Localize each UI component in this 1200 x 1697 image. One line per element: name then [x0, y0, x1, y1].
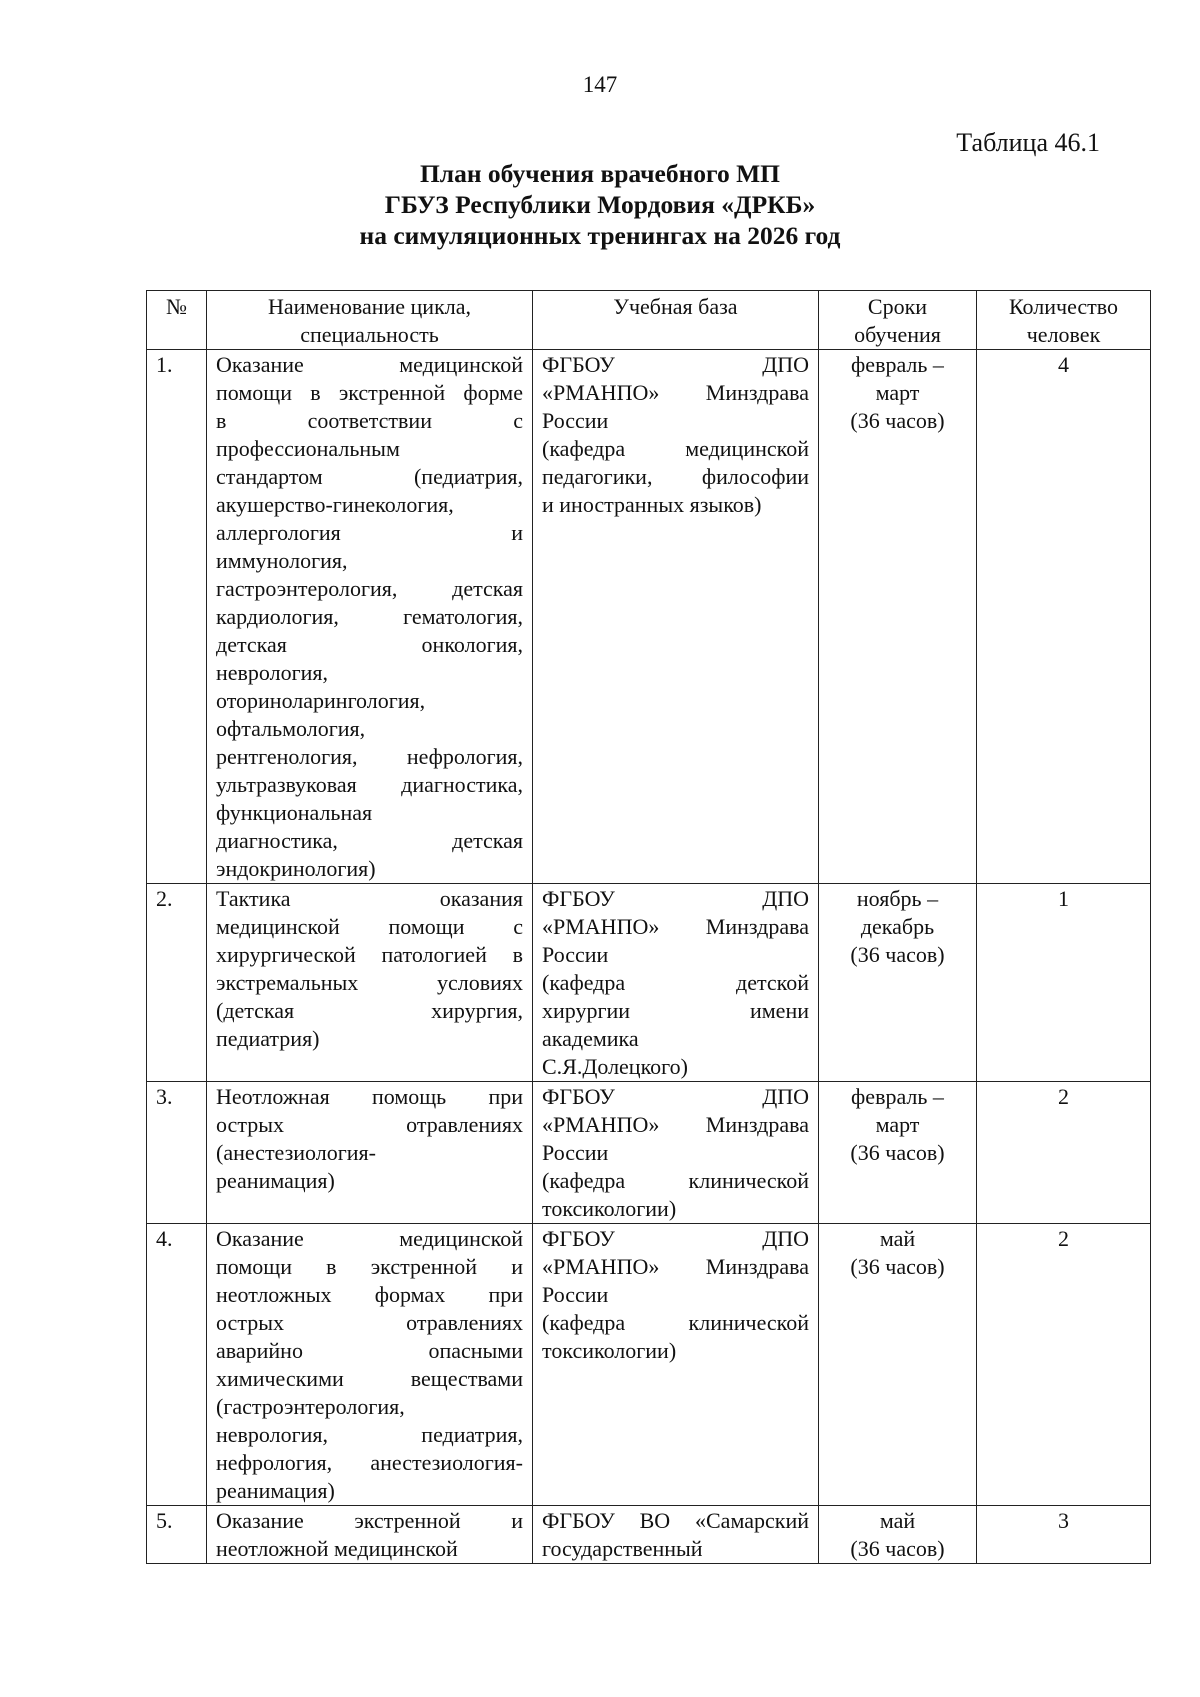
training-plan-table	[146, 290, 1151, 1564]
training-base-line: России	[542, 1282, 609, 1307]
training-base-line: академика	[542, 1026, 639, 1051]
cycle-name-line: острых отравлениях	[216, 1112, 523, 1137]
cycle-name-line: функциональная	[216, 800, 373, 825]
period-line: (36 часов)	[850, 942, 945, 967]
period-line: (36 часов)	[850, 1254, 945, 1279]
training-base-line: «РМАНПО» Минздрава	[542, 914, 809, 939]
period-line: (36 часов)	[850, 1536, 945, 1561]
training-base-line: «РМАНПО» Минздрава	[542, 1112, 809, 1137]
cycle-name-line: Оказание медицинской	[216, 352, 523, 377]
cycle-name-line: акушерство-гинекология,	[216, 492, 454, 517]
training-base-cell	[533, 1224, 819, 1506]
training-base-line: (кафедра детской	[542, 970, 809, 995]
cycle-name-line: Оказание медицинской	[216, 1226, 523, 1251]
training-base-line: «РМАНПО» Минздрава	[542, 1254, 809, 1279]
table-row	[147, 1082, 1151, 1224]
cycle-name-line: неотложных формах при	[216, 1282, 523, 1307]
training-base-line: токсикологии)	[542, 1196, 677, 1221]
training-base-line: педагогики, философии	[542, 464, 809, 489]
cycle-name-cell	[207, 1082, 533, 1224]
period-line: ноябрь –	[856, 886, 939, 911]
row-number: 5.	[147, 1506, 207, 1564]
training-base-line: хирургии имени	[542, 998, 809, 1023]
row-number: 1.	[147, 350, 207, 884]
cycle-name-cell	[207, 1224, 533, 1506]
header-number: №	[147, 291, 207, 350]
training-base-line: С.Я.Долецкого)	[542, 1054, 688, 1079]
row-number: 3.	[147, 1082, 207, 1224]
header-count	[977, 291, 1151, 350]
cycle-name-line: офтальмология,	[216, 716, 366, 741]
header-training-base: Учебная база	[533, 291, 819, 350]
table-row	[147, 1506, 1151, 1564]
cycle-name-line: хирургической патологией в	[216, 942, 523, 967]
cycle-name-line: ультразвуковая диагностика,	[216, 772, 523, 797]
training-base-line: (кафедра клинической	[542, 1168, 809, 1193]
title-line: на симуляционных тренингах на 2026 год	[359, 221, 841, 250]
header-line: Сроки	[867, 294, 928, 319]
period-line: декабрь	[860, 914, 935, 939]
cycle-name-line: помощи в экстренной и	[216, 1254, 523, 1279]
cycle-name-line: острых отравлениях	[216, 1310, 523, 1335]
period-cell	[819, 884, 977, 1082]
training-base-cell	[533, 1506, 819, 1564]
training-base-line: ФГБОУ ДПО	[542, 886, 809, 911]
training-base-line: России	[542, 942, 609, 967]
header-line: человек	[1026, 322, 1101, 347]
training-base-line: «РМАНПО» Минздрава	[542, 380, 809, 405]
training-base-line: России	[542, 1140, 609, 1165]
cycle-name-line: Тактика оказания	[216, 886, 523, 911]
table-row	[147, 1224, 1151, 1506]
cycle-name-line: в соответствии с	[216, 408, 523, 433]
period-line: (36 часов)	[850, 1140, 945, 1165]
training-base-cell	[533, 884, 819, 1082]
row-number: 4.	[147, 1224, 207, 1506]
period-line: февраль –	[851, 1084, 944, 1109]
cycle-name-line: педиатрия)	[216, 1026, 320, 1051]
cycle-name-line: нефрология, анестезиология-	[216, 1450, 523, 1475]
training-base-cell	[533, 350, 819, 884]
cycle-name-line: эндокринология)	[216, 856, 376, 881]
cycle-name-line: оториноларингология,	[216, 688, 426, 713]
period-cell	[819, 1224, 977, 1506]
cycle-name-cell	[207, 884, 533, 1082]
training-base-line: ФГБОУ ВО «Самарский	[542, 1508, 809, 1533]
header-line: Наименование цикла,	[267, 294, 472, 319]
document-title	[0, 158, 1200, 251]
cycle-name-line: стандартом (педиатрия,	[216, 464, 523, 489]
cycle-name-line: иммунология,	[216, 548, 348, 573]
cycle-name-line: детская онкология,	[216, 632, 523, 657]
cycle-name-line: неврология,	[216, 660, 329, 685]
period-line: март	[875, 380, 920, 405]
training-base-line: (кафедра медицинской	[542, 436, 809, 461]
cycle-name-line: экстремальных условиях	[216, 970, 523, 995]
period-line: февраль –	[851, 352, 944, 377]
table-caption: Таблица 46.1	[956, 128, 1100, 157]
training-base-line: и иностранных языков)	[542, 492, 762, 517]
row-number: 2.	[147, 884, 207, 1082]
cycle-name-line: гастроэнтерология, детская	[216, 576, 523, 601]
cycle-name-line: реанимация)	[216, 1478, 335, 1503]
participant-count: 1	[977, 884, 1151, 1082]
period-line: (36 часов)	[850, 408, 945, 433]
header-line: обучения	[854, 322, 941, 347]
training-base-line: России	[542, 408, 609, 433]
cycle-name-cell	[207, 1506, 533, 1564]
cycle-name-line: Неотложная помощь при	[216, 1084, 523, 1109]
training-base-line: токсикологии)	[542, 1338, 677, 1363]
cycle-name-line: аварийно опасными	[216, 1338, 523, 1363]
table-row	[147, 350, 1151, 884]
cycle-name-line: Оказание экстренной и	[216, 1508, 523, 1533]
title-line: ГБУЗ Республики Мордовия «ДРКБ»	[384, 190, 816, 219]
table-header-row	[147, 291, 1151, 350]
period-cell	[819, 1506, 977, 1564]
cycle-name-line: (детская хирургия,	[216, 998, 523, 1023]
cycle-name-line: рентгенология, нефрология,	[216, 744, 523, 769]
page-number: 147	[582, 72, 618, 97]
cycle-name-line: диагностика, детская	[216, 828, 523, 853]
cycle-name-cell	[207, 350, 533, 884]
period-cell	[819, 1082, 977, 1224]
period-line: май	[879, 1226, 916, 1251]
training-base-line: ФГБОУ ДПО	[542, 1084, 809, 1109]
table-body	[147, 350, 1151, 1564]
header-cycle-name	[207, 291, 533, 350]
cycle-name-line: (анестезиология-	[216, 1140, 376, 1165]
title-line: План обучения врачебного МП	[419, 159, 781, 188]
cycle-name-line: аллергология и	[216, 520, 523, 545]
header-line: Количество	[1008, 294, 1119, 319]
training-base-line: (кафедра клинической	[542, 1310, 809, 1335]
cycle-name-line: (гастроэнтерология,	[216, 1394, 405, 1419]
cycle-name-line: неотложной медицинской	[216, 1536, 458, 1561]
participant-count: 4	[977, 350, 1151, 884]
period-cell	[819, 350, 977, 884]
header-period	[819, 291, 977, 350]
header-line: специальность	[300, 322, 439, 347]
cycle-name-line: медицинской помощи с	[216, 914, 523, 939]
period-line: март	[875, 1112, 920, 1137]
participant-count: 2	[977, 1082, 1151, 1224]
cycle-name-line: реанимация)	[216, 1168, 335, 1193]
table-row	[147, 884, 1151, 1082]
cycle-name-line: помощи в экстренной форме	[216, 380, 523, 405]
cycle-name-line: кардиология, гематология,	[216, 604, 523, 629]
cycle-name-line: химическими веществами	[216, 1366, 523, 1391]
participant-count: 3	[977, 1506, 1151, 1564]
training-base-line: государственный	[542, 1536, 703, 1561]
training-base-line: ФГБОУ ДПО	[542, 352, 809, 377]
cycle-name-line: неврология, педиатрия,	[216, 1422, 523, 1447]
cycle-name-line: профессиональным	[216, 436, 400, 461]
participant-count: 2	[977, 1224, 1151, 1506]
training-base-line: ФГБОУ ДПО	[542, 1226, 809, 1251]
training-base-cell	[533, 1082, 819, 1224]
period-line: май	[879, 1508, 916, 1533]
